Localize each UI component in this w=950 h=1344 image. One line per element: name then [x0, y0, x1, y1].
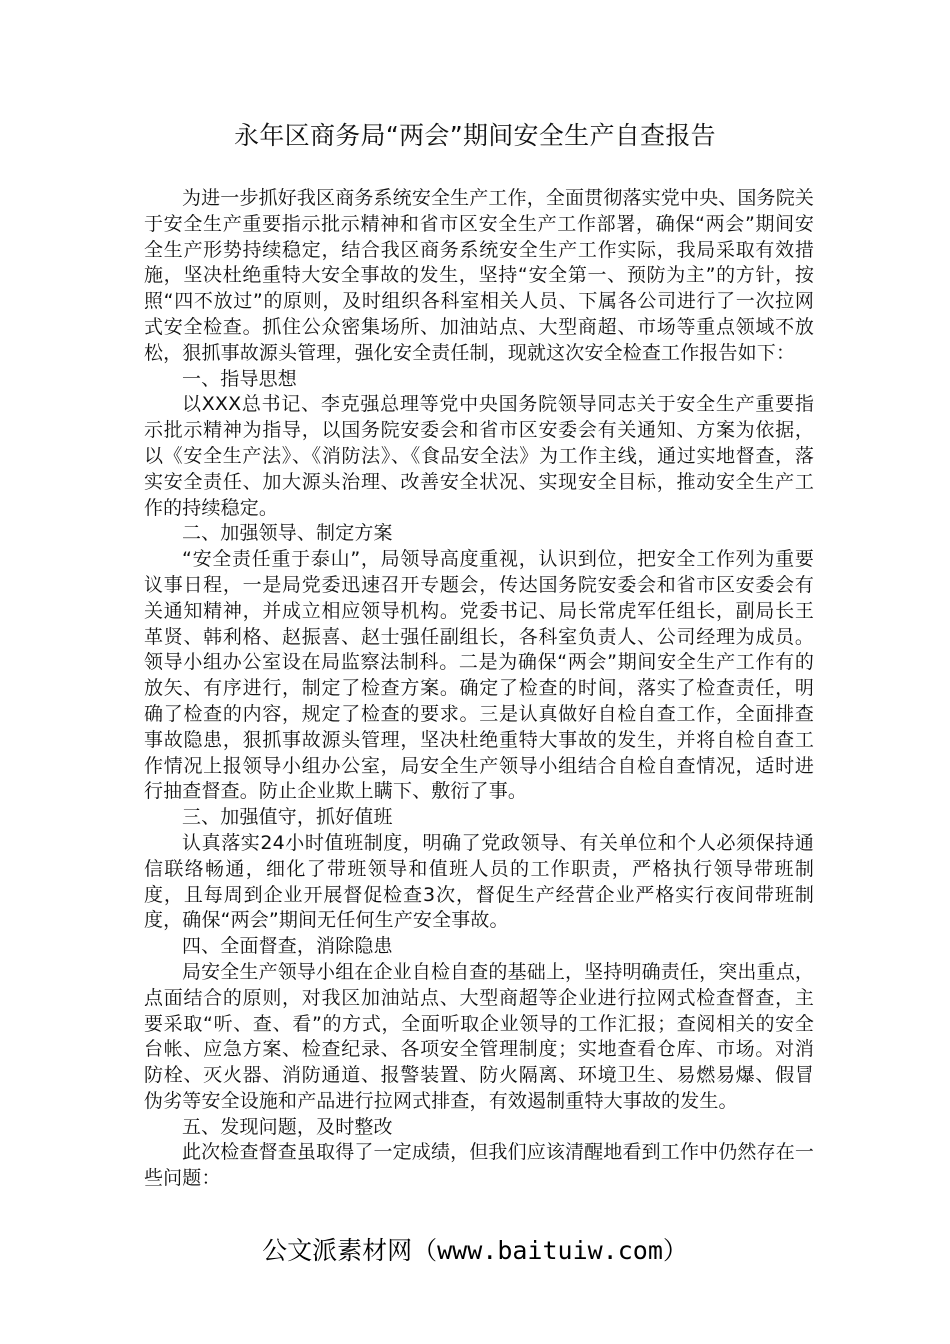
section-paragraph-3: 认真落实24小时值班制度，明确了党政领导、有关单位和个人必须保持通信联络畅通，细化了带班领导和值班人员的工作职责，严格执行领导带班制度，且每周到企业开展督促检查3次，督促生产经营企业严格实行夜间带班制度，确保“两会”期间无任何生产安全事故。 [144, 831, 814, 932]
section-heading-1: 一、指导思想 [182, 367, 297, 390]
footer-watermark: 公文派素材网（www.baituiw.com） [262, 1236, 688, 1265]
section-paragraph-5: 此次检查督查虽取得了一定成绩，但我们应该清醒地看到工作中仍然存在一些问题： [144, 1141, 814, 1190]
section-heading-4: 四、全面督查，消除隐患 [182, 935, 393, 958]
section-paragraph-2: “安全责任重于泰山”，局领导高度重视，认识到位，把安全工作列为重要议事日程，一是局党委迅速召开专题会，传达国务院安委会和省市区安委会有关通知精神，并成立相应领导机构。党委书记、局长常虎军任组长，副局长王革贤、韩利格、赵振喜、赵士强任副组长，各科室负责人、公司经理为成员。领导小组办公室设在局监察法制科。二是为确保“两会”期间安全生产工作有的放矢、有序进行，制定了检查方案。确定了检查的时间，落实了检查责任，明确了检查的内容，规定了检查的要求。三是认真做好自检自查工作，全面排查事故隐患，狠抓事故源头管理，坚决杜绝重特大事故的发生，并将自检自查工作情况上报领导小组办公室，局安全生产领导小组结合自检自查情况，适时进行抽查督查。防止企业欺上瞒下、敷衍了事。 [144, 548, 814, 803]
intro-paragraph: 为进一步抓好我区商务系统安全生产工作，全面贯彻落实党中央、国务院关于安全生产重要指示批示精神和省市区安全生产工作部署，确保“两会”期间安全生产形势持续稳定，结合我区商务系统安全生产工作实际，我局采取有效措施，坚决杜绝重特大安全事故的发生，坚持“安全第一、预防为主”的方针，按照“四不放过”的原则，及时组织各科室相关人员、下属各公司进行了一次拉网式安全检查。抓住公众密集场所、加油站点、大型商超、市场等重点领域不放松，狠抓事故源头管理，强化安全责任制，现就这次安全检查工作报告如下： [144, 187, 814, 364]
section-heading-5: 五、发现问题，及时整改 [182, 1115, 393, 1138]
section-paragraph-1: 以XXX总书记、李克强总理等党中央国务院领导同志关于安全生产重要指示批示精神为指导，以国务院安委会和省市区安委会有关通知、方案为依据，以《安全生产法》、《消防法》、《食品安全法》为工作主线，通过实地督查，落实安全责任、加大源头治理、改善安全状况、实现安全目标，推动安全生产工作的持续稳定。 [144, 393, 814, 519]
section-paragraph-4: 局安全生产领导小组在企业自检自查的基础上，坚持明确责任，突出重点，点面结合的原则，对我区加油站点、大型商超等企业进行拉网式检查督查，主要采取“听、查、看”的方式，全面听取企业领导的工作汇报；查阅相关的安全台帐、应急方案、检查纪录、各项安全管理制度；实地查看仓库、市场。对消防栓、灭火器、消防通道、报警装置、防火隔离、环境卫生、易燃易爆、假冒伪劣等安全设施和产品进行拉网式排查，有效遏制重特大事故的发生。 [144, 960, 814, 1112]
document-title: 永年区商务局“两会”期间安全生产自查报告 [234, 121, 716, 150]
section-heading-2: 二、加强领导、制定方案 [182, 522, 393, 545]
section-heading-3: 三、加强值守，抓好值班 [182, 806, 393, 829]
document-body [144, 186, 814, 1192]
